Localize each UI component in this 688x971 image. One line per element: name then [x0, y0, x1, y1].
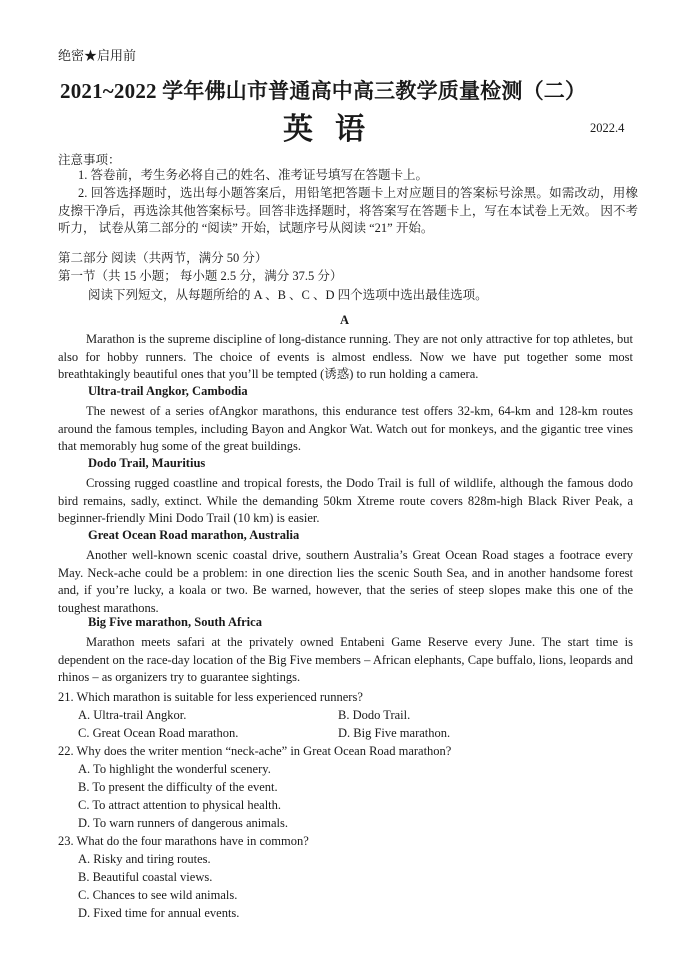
passage-section-heading: Dodo Trail, Mauritius — [88, 456, 206, 470]
section-heading: 第一节（共 15 小题； 每小题 2.5 分，满分 37.5 分） — [58, 269, 343, 283]
question-option: A. Risky and tiring routes. — [78, 852, 211, 866]
notice-item-1: 1. 答卷前，考生务必将自己的姓名、准考证号填写在答题卡上。 — [78, 168, 429, 182]
question-option: B. Dodo Trail. — [338, 708, 411, 722]
notice-title: 注意事项： — [58, 153, 121, 167]
question-stem: 23. What do the four marathons have in common? — [58, 834, 309, 848]
passage-section-heading: Great Ocean Road marathon, Australia — [88, 528, 300, 542]
question-option: A. To highlight the wonderful scenery. — [78, 762, 271, 776]
passage-section-text: The newest of a series ofAngkor marathons, this endurance test offers 32-km, 64-km and 128-km routes around the famous temples, including Bayon and Angkor Wat. Watch out for monkeys, and the gigantic tree vines that memorably hug some of the great buildings. — [58, 404, 633, 454]
question-option: A. Ultra-trail Angkor. — [78, 708, 187, 722]
question-stem: 21. Which marathon is suitable for less experienced runners? — [58, 690, 363, 704]
passage-letter: A — [340, 313, 350, 327]
passage-section-heading: Ultra-trail Angkor, Cambodia — [88, 384, 248, 398]
notice-item-2: 2. 回答选择题时，选出每小题答案后，用铅笔把答题卡上对应题目的答案标号涂黑。如需改动，用橡皮擦干净后，再选涂其他答案标号。回答非选择题时，将答案写在答题卡上，写在本试卷上无效。 因不考听力， 试卷从第二部分的 “阅读” 开始，试题序号从阅读 “21” 开始。 — [58, 186, 638, 236]
passage-section-text: Crossing rugged coastline and tropical forests, the Dodo Trail is full of wildlife, although the famous dodo bird remains, sadly, extinct. While the demanding 50km Xtreme route covers 828m-high Black River Peak, a beginner-friendly Mini Dodo Trail (10 km) is easier. — [58, 476, 633, 526]
exam-title: 2021~2022 学年佛山市普通高中高三教学质量检测（二） — [60, 79, 587, 103]
question-option: D. To warn runners of dangerous animals. — [78, 816, 288, 830]
question-option: C. Chances to see wild animals. — [78, 888, 238, 902]
question-option: D. Big Five marathon. — [338, 726, 451, 740]
passage-section-text: Marathon meets safari at the privately owned Entabeni Game Reserve every June. The start time is dependent on the race-day location of the Big Five members – African elephants, Cape buffalo, lions, leopards and rhinos – as organizers try to guarantee sightings. — [58, 635, 633, 685]
question-stem: 22. Why does the writer mention “neck-ache” in Great Ocean Road marathon? — [58, 744, 452, 758]
passage-section-heading: Big Five marathon, South Africa — [88, 615, 262, 629]
passage-section-text: Another well-known scenic coastal drive, southern Australia’s Great Ocean Road stages a footrace every May. Neck-ache could be a problem: in one direction lies the scenic South Sea, and in another handsome forest and, if you’re lucky, a koala or two. Be warned, however, that the series of steep slopes make this one of the toughest marathons. — [58, 548, 633, 616]
exam-date: 2022.4 — [590, 121, 625, 135]
question-option: C. To attract attention to physical health. — [78, 798, 282, 812]
question-option: D. Fixed time for annual events. — [78, 906, 240, 920]
confidential-label: 绝密★启用前 — [58, 48, 137, 63]
passage-intro: Marathon is the supreme discipline of long-distance running. They are not only attractive for top athletes, but also for hobby runners. The choice of events is almost endless. Now we have put together some most breathtakingly beautiful ones that you’ll be tempted (诱惑) to run holding a camera. — [58, 332, 633, 382]
question-option: B. To present the difficulty of the event. — [78, 780, 278, 794]
question-option: B. Beautiful coastal views. — [78, 870, 213, 884]
subject-title: 英语 — [283, 113, 387, 146]
section-instruction: 阅读下列短文，从每题所给的 A 、B 、C 、D 四个选项中选出最佳选项。 — [88, 288, 488, 302]
question-option: C. Great Ocean Road marathon. — [78, 726, 239, 740]
part-heading: 第二部分 阅读（共两节，满分 50 分） — [58, 251, 268, 265]
